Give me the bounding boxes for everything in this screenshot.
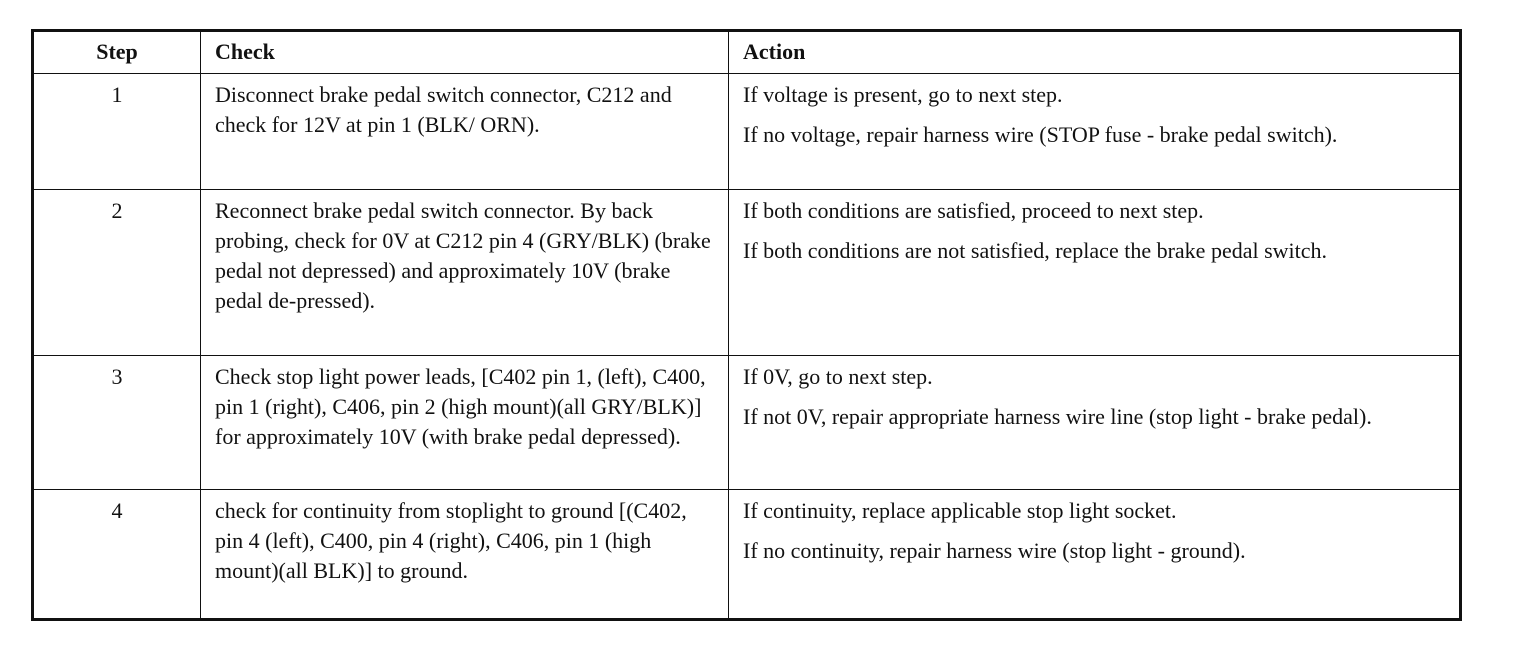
action-text: If continuity, replace applicable stop light socket. (743, 498, 1177, 523)
action-text: If both conditions are not satisfied, replace the brake pedal switch. (743, 238, 1328, 263)
table-row (34, 190, 1460, 356)
check-text: Check stop light power leads, [C402 pin 1, (left), C400, pin 1 (right), C406, pin 2 (high mount)(all GRY/BLK)] for approximately 10V (with brake pedal depressed). (201, 356, 729, 490)
check-text: check for continuity from stoplight to ground [(C402, pin 4 (left), C400, pin 4 (right), C406, pin 1 (high mount)(all BLK)] to ground. (201, 490, 729, 619)
step-number: 4 (34, 490, 201, 619)
action-text: If no continuity, repair harness wire (stop light - ground). (743, 538, 1246, 563)
action-text: If voltage is present, go to next step. (743, 82, 1063, 107)
action-text: If no voltage, repair harness wire (STOP fuse - brake pedal switch). (743, 122, 1338, 147)
check-text: Disconnect brake pedal switch connector, C212 and check for 12V at pin 1 (BLK/ ORN). (201, 74, 729, 190)
step-number: 3 (34, 356, 201, 490)
column-header-check: Check (201, 32, 729, 74)
table-row (34, 490, 1460, 619)
step-number: 1 (34, 74, 201, 190)
troubleshooting-table (33, 31, 1460, 619)
action-text: If not 0V, repair appropriate harness wire line (stop light - brake pedal). (743, 404, 1372, 429)
table-row (34, 356, 1460, 490)
action-text: If both conditions are satisfied, proceed to next step. (743, 198, 1204, 223)
table-header-row (34, 32, 1460, 74)
troubleshooting-table-frame (31, 29, 1462, 621)
table-row (34, 74, 1460, 190)
check-text: Reconnect brake pedal switch connector. By back probing, check for 0V at C212 pin 4 (GRY/BLK) (brake pedal not depressed) and approximately 10V (brake pedal de-pressed). (201, 190, 729, 356)
action-cell (729, 190, 1460, 356)
action-cell (729, 356, 1460, 490)
action-cell (729, 490, 1460, 619)
column-header-step: Step (34, 32, 201, 74)
column-header-action: Action (729, 32, 1460, 74)
action-text: If 0V, go to next step. (743, 364, 933, 389)
step-number: 2 (34, 190, 201, 356)
action-cell (729, 74, 1460, 190)
